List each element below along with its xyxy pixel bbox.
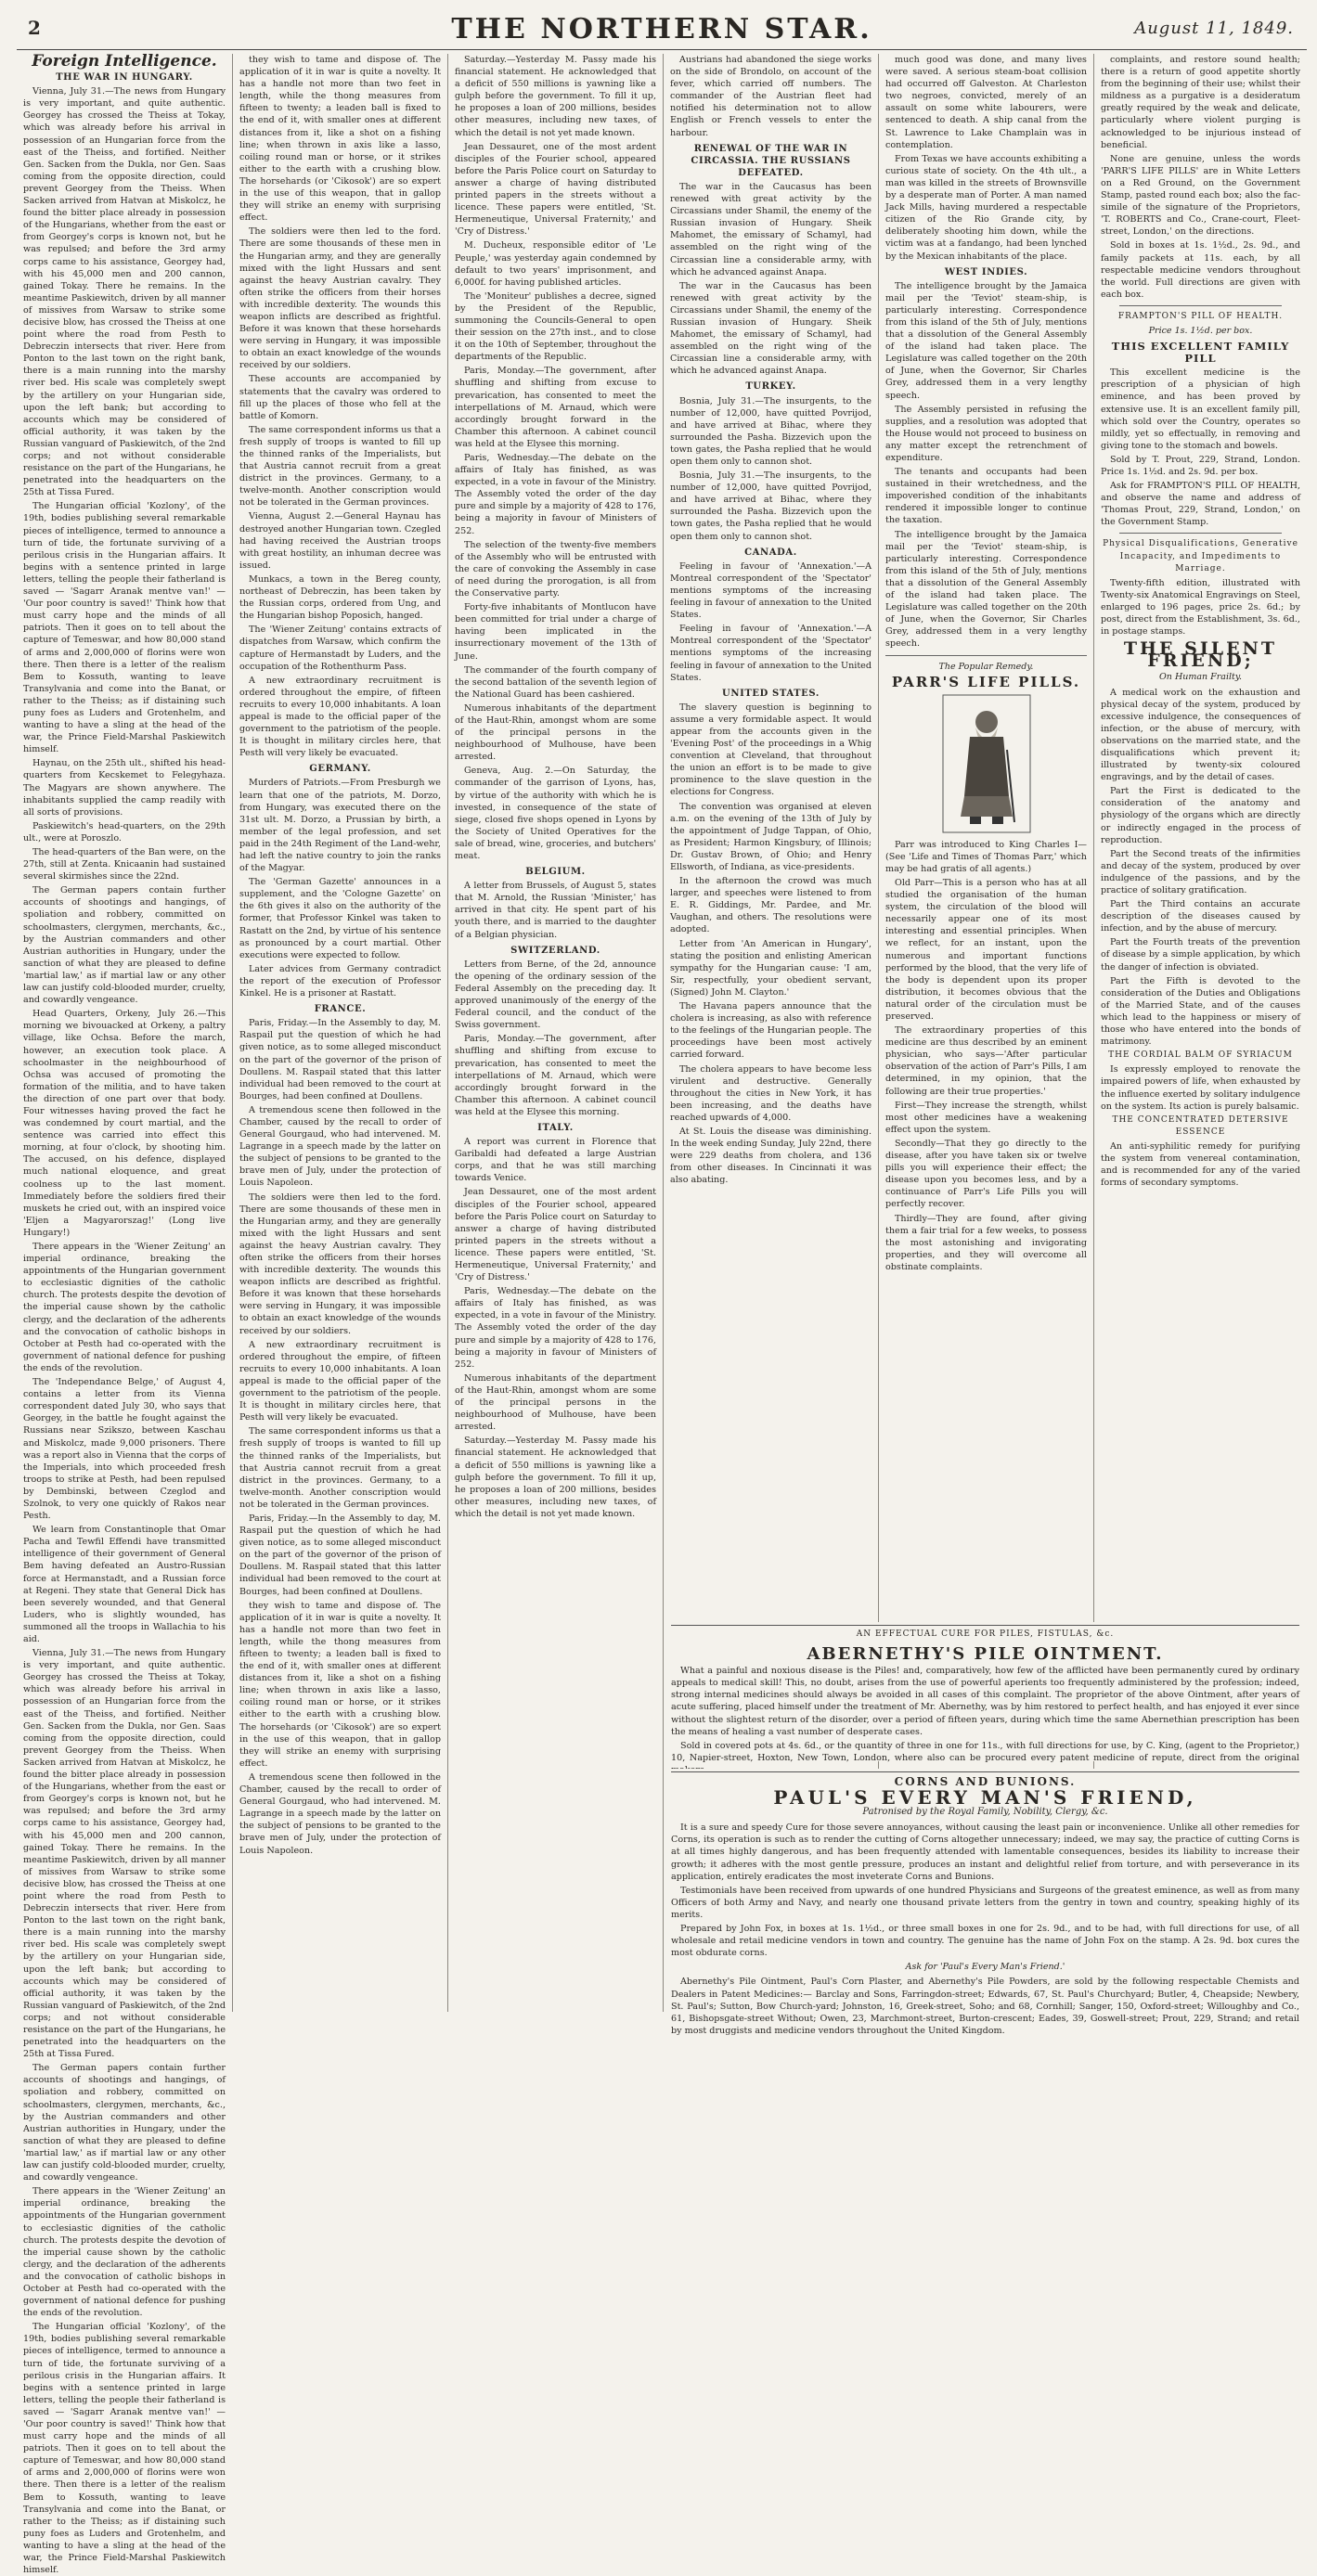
paragraph: Saturday.—Yesterday M. Passy made his financial statement. He acknowledged that a deficit of 550 millions is yawning like a gulph before the government. To fill it up, he proposes a loan of 200 millions, besides other measures, including new taxes, of which the detail is not yet made known. <box>455 55 656 138</box>
paragraph: Abernethy's Pile Ointment, Paul's Corn Plaster, and Abernethy's Pile Powders, are sold by the following respectable Chemists and Dealers in Patent Medicines:— Barclay and Sons, Farringdon-street; Edwards, 67, St. Paul's Churchyard; Butler, 4, Cheapside; Newbery, St. Paul's; Sutton, Bow Church-yard; Johnston, 16, Greek-street, Soho; and 68, Cornhill; Sanger, 150, Oxford-street; Willoughby and Co., 61, Bishopsgate-street Without; Owen, 23, Marchmont-street, Burton-crescent; Eades, 39, Goswell-street; Prout, 229, Strand; and retail by most druggists and medicine vendors throughout the United Kingdom. <box>671 1977 1299 2036</box>
advert-abernethy <box>663 1622 1307 1761</box>
column-1 <box>17 52 232 2576</box>
advert-heading-piles: AN EFFECTUAL CURE FOR PILES, FISTULAS, &c. <box>856 1629 1115 1639</box>
paragraph: First—They increase the strength, whilst most other medicines have a weakening effect upon the system. <box>885 1100 1087 1135</box>
paragraph: In the afternoon the crowd was much larger, and speeches were listened to from E. R. Giddings, Mr. Pardee, and Mr. Vaughan, and others. The resolutions were adopted. <box>670 876 872 935</box>
paragraph: Jean Dessauret, one of the most ardent disciples of the Fourier school, appeared before the Paris Police court on Saturday to answer a charge of having distributed printed papers in the streets without a licence. These papers were entitled, 'St. Hermeneutique, Universal Fraternity,' and 'Cry of Distress.' <box>455 141 656 238</box>
paragraph: Paris, Wednesday.—The debate on the affairs of Italy has finished, as was expected, in a vote in favour of the Ministry. The Assembly voted the order of the day pure and simple by a majority of 428 to 176, being a majority in favour of Ministers of 252. <box>455 453 656 536</box>
newspaper-page <box>17 9 1307 2576</box>
paragraph: Bosnia, July 31.—The insurgents, to the number of 12,000, have quitted Povrijod, and have arrived at Bihac, where they surrounded the Pasha. Bizzevich upon the town gates, the Pasha replied that he would open them only to cannon shot. <box>670 470 872 542</box>
paragraph: Paris, Friday.—In the Assembly to day, M. Raspail put the question of which he had given notice, as to some alleged misconduct on the part of the governor of the prison of Doullens. M. Raspail stated that this latter individual had been removed to the court at Bourges, had been confined at Doullens. <box>239 1018 441 1101</box>
divider <box>671 1625 1299 1626</box>
paragraph: Sold by T. Prout, 229, Strand, London. Price 1s. 1½d. and 2s. 9d. per box. <box>1101 454 1300 477</box>
paragraph: We learn from Constantinople that Omar Pacha and Tewfil Effendi have transmitted intelligence of their government of General Bem having defeated an Austro-Russian force at Hermanstadt, and a Russian force at Regeni. They state that General Dick has been severely wounded, and that General Luders, who is slightly wounded, has summoned all the troops in Wallachia to his aid. <box>23 1525 226 1644</box>
article-heading-italy: ITALY. <box>537 1122 574 1133</box>
paragraph: Numerous inhabitants of the department of the Haut-Rhin, amongst whom are some of the principal persons in the neighbourhood of Mulhouse, have been arrested. <box>455 1372 656 1433</box>
paragraph: Numerous inhabitants of the department of the Haut-Rhin, amongst whom are some of the principal persons in the neighbourhood of Mulhouse, have been arrested. <box>455 702 656 763</box>
paragraph: This excellent medicine is the prescription of a physician of high eminence, and has been proved by extensive use. It is an excellent family pill, which sold over the Country, operates so mildly, yet so effectually, in removing and giving tone to the stomach and bowels. <box>1101 367 1300 451</box>
paragraph: they wish to tame and dispose of. The application of it in war is quite a novelty. It has a handle not more than two feet in length, while the thong measures from fifteen to twenty; a leaden ball is fixed to the end of it, with smaller ones at different distances from it, like a shot on a fishing line; when thrown in axis like a lasso, coiling round man or horse, or it strikes either to the earth with a crushing blow. The horsehards (or 'Cikosok') are so expert in the use of this weapon, that in gallop they will strike an enemy with surprising effect. <box>239 1600 441 1769</box>
paragraph: Bosnia, July 31.—The insurgents, to the number of 12,000, have quitted Povrijod, and have arrived at Bihac, where they surrounded the Pasha. Bizzevich upon the town gates, the Pasha replied that he would open them only to cannon shot. <box>670 395 872 467</box>
advert-price: Price 1s. 1½d. per box. <box>1148 325 1253 336</box>
issue-date: August 11, 1849. <box>1134 19 1294 38</box>
article-heading-canada: CANADA. <box>744 547 797 558</box>
paragraph: A new extraordinary recruitment is ordered throughout the empire, of fifteen recruits to every 10,000 inhabitants. A loan appeal is made to the official paper of the government to the patriotism of the people. It is thought in military circles here, that Pesth will very likely be evacuated. <box>239 1339 441 1423</box>
paragraph: Forty-five inhabitants of Montlucon have been committed for trial under a charge of having been implicated in the insurrectionary movement of the 13th of June. <box>455 602 656 662</box>
paragraph: Thirdly—They are found, after giving them a fair trial for a few weeks, to possess the most astonishing and invigorating properties, and they will overcome all obstinate complaints. <box>885 1213 1087 1272</box>
paragraph: Saturday.—Yesterday M. Passy made his financial statement. He acknowledged that a deficit of 550 millions is yawning like a gulph before the government. To fill it up, he proposes a loan of 200 millions, besides other measures, including new taxes, of which the detail is not yet made known. <box>455 1436 656 1519</box>
paragraph: The 'Independance Belge,' of August 4, contains a letter from its Vienna correspondent dated July 30, who says that Georgey, in the battle he fought against the Russians near Szikszo, between Kaschau and Miskolcz, made 9,000 prisoners. There was a report also in Vienna that the corps of the Imperials, into which proceeded fresh troops to strike at Pesth, had been repulsed by Dembinski, between Czeglod and Szolnok, to very one quickly of Rakos near Pesth. <box>23 1377 226 1522</box>
paragraph: At St. Louis the disease was diminishing. In the week ending Sunday, July 22nd, there were 229 deaths from cholera, and 136 from other diseases. In Cincinnati it was also abating. <box>670 1126 872 1186</box>
paragraph: Haynau, on the 25th ult., shifted his head-quarters from Kecskemet to Felegyhaza. The Magyars are shown anywhere. The inhabitants supplied the camp readily with all sorts of provisions. <box>23 758 226 818</box>
article-heading-hungary: THE WAR IN HUNGARY. <box>56 72 193 84</box>
paragraph: Geneva, Aug. 2.—On Saturday, the commander of the garrison of Lyons, has, by virtue of the authority with which he is invested, in consequence of the state of siege, closed five shops opened in Lyons by the Society of United Operatives for the sale of bread, wine, groceries, and butchers' meat. <box>455 766 656 861</box>
paragraph: The German papers contain further accounts of shootings and hangings, of spoliation and robbery, committed on schoolmasters, clergymen, merchants, &c., by the Austrian commanders and other Austrian authorities in Hungary, under the sanction of what they are pleased to define 'martial law,' as if martial law or any other law can justify cold-blooded murder, cruelty, and cowardly vengeance. <box>23 2063 226 2183</box>
divider <box>885 655 1087 656</box>
paragraph: Paris, Wednesday.—The debate on the affairs of Italy has finished, as was expected, in a vote in favour of the Ministry. The Assembly voted the order of the day pure and simple by a majority of 428 to 176, being a majority in favour of Ministers of 252. <box>455 1286 656 1370</box>
paragraph: Part the Fourth treats of the prevention of disease by a simple application, by which the danger of infection is obviated. <box>1101 937 1300 972</box>
paragraph: The war in the Caucasus has been renewed with great activity by the Circassians under Shamil, the enemy of the Russian invasion of Hungary. Sheik Mahomet, the emissary of Schamyl, had assembled on the right wing of the Circassian line a considerable army, with which he advanced against Anapa. <box>670 181 872 277</box>
paragraph: A report was current in Florence that Garibaldi had defeated a large Austrian corps, and that he was still marching towards Venice. <box>455 1137 656 1184</box>
paragraph: Jean Dessauret, one of the most ardent disciples of the Fourier school, appeared before the Paris Police court on Saturday to answer a charge of having distributed printed papers in the streets without a licence. These papers were entitled, 'St. Hermeneutique, Universal Fraternity,' and 'Cry of Distress.' <box>455 1187 656 1283</box>
paragraph: Sold in covered pots at 4s. 6d., or the quantity of three in one for 11s., with full directions for use, by C. King, (agent to the Proprietor,) 10, Napier-street, Hoxton, New Town, London, where also can be procured every patent medicine of repute, direct from the original <box>671 1740 1299 1763</box>
paragraph: Letter from 'An American in Hungary', stating the position and enlisting American sympathy for the Hungarian cause: 'I am, Sir, respectfully, your obedient servant, (Signed) John M. Clayton.' <box>670 938 872 998</box>
article-heading-west-indies: WEST INDIES. <box>944 266 1028 277</box>
paragraph: Feeling in favour of 'Annexation.'—A Montreal correspondent of the 'Spectator' mentions symptoms of the increasing feeling in favour of annexation to the United States. <box>670 624 872 683</box>
advert-paul-corns <box>663 1769 1307 2036</box>
advert-title-family-pill: THIS EXCELLENT FAMILY PILL <box>1111 340 1290 366</box>
paragraph: The selection of the twenty-five members of the Assembly who will be entrusted with the care of convoking the Assembly in case of need during the prorogation, is all from the Conservative party. <box>455 539 656 599</box>
paragraph: Part the Second treats of the infirmities and decay of the system, produced by over indulgence of the passions, and by the practice of solitary gratification. <box>1101 848 1300 895</box>
paragraph: The 'German Gazette' announces in a supplement, and the 'Cologne Gazette' on the 6th gives it also on the authority of the former, that Professor Kinkel was taken to Rastatt on the 2nd, by virtue of his sentence as pronounced by a court martial. Other executions were expected to follow. <box>239 877 441 960</box>
paragraph: much good was done, and many lives were saved. A serious steam-boat collision had occurred off Galveston. At Charleston two negroes, convicted, merely of an assault on some white labourers, were sentenced to death. A ship canal from the St. Lawrence to Lake Champlain was in contemplation. <box>885 55 1087 150</box>
advert-subtitle: On Human Frailty. <box>1159 672 1242 683</box>
paragraph: The same correspondent informs us that a fresh supply of troops is wanted to fill up the thinned ranks of the Imperialists, but that Austria cannot recruit from a great district in the provinces. Germany, to a twelve-month. Another conscription would not be tolerated in the German provinces. <box>239 424 441 509</box>
caption: Parr was introduced to King Charles I—(See 'Life and Times of Thomas Parr,' which may be had gratis of all agents.) <box>885 839 1087 874</box>
paragraph: The intelligence brought by the Jamaica mail per the 'Teviot' steam-ship, is particularly interesting. Correspondence from this island of the 5th of July, mentions that a dissolution of the General Assembly of the island had taken place. The Legislature was called together on the 20th of June, when the Governor, Sir Charles Grey, addressed them in a very lengthy speech. <box>885 280 1087 401</box>
paragraph: Later advices from Germany contradict the report of the execution of Professor Kinkel. He is a prisoner at Rastatt. <box>239 963 441 999</box>
advert-heading-frampton: FRAMPTON'S PILL OF HEALTH. <box>1117 311 1284 321</box>
article-heading-germany: GERMANY. <box>309 764 371 775</box>
paragraph: A tremendous scene then followed in the Chamber, caused by the recall to order of General Gourgaud, who had intervened. M. Lagrange in a speech made by the latter on the subject of pensions to be granted to the brave men of July, under the protection of Louis Napoleon. <box>239 1104 441 1189</box>
paragraph: None are genuine, unless the words 'PARR'S LIFE PILLS' are in White Letters on a Red Ground, on the Government Stamp, pasted round each box; also the fac-simile of the signature of the Proprietors, 'T. ROBERTS and Co., Crane-court, Fleet-street, London,' on the directions. <box>1101 153 1300 238</box>
paragraph: The intelligence brought by the Jamaica mail per the 'Teviot' steam-ship, is particularly interesting. Correspondence from this island of the 5th of July, mentions that a dissolution of the General Assembly of the island had taken place. The Legislature was called together on the 20th of June, when the Governor, Sir Charles Grey, addressed them in a very lengthy speech. <box>885 529 1087 650</box>
advert-patronage: Patronised by the Royal Family, Nobility, Clergy, &c. <box>862 1807 1108 1818</box>
advert-title-parr: PARR'S LIFE PILLS. <box>891 673 1081 690</box>
paragraph: There appears in the 'Wiener Zeitung' an imperial ordinance, breaking the appointments of the Hungarian government to ecclesiastic dignities of the catholic church. The protests despite the devotion of the imperial cause shown by the catholic clergy, and the declaration of the adherents and the convocation of catholic bishops in October at Pesth had co-operated with the government of national defence for pushing the ends of the revolution. <box>23 1242 226 1373</box>
advert-ask-for: Ask for 'Paul's Every Man's Friend.' <box>905 1962 1065 1973</box>
paragraph: Vienna, August 2.—General Haynau has destroyed another Hungarian town. Czegled had having received the Austrian troops with great hostility, an inhuman decree was issued. <box>239 511 441 571</box>
paragraph: It is a sure and speedy Cure for those severe annoyances, without causing the least pain or inconvenience. Unlike all other remedies for Corns, its operation is such as to render the cutting of Corns altogether unnecessary; indeed, we may say, the practice of cutting Corns is at all times highly dangerous, and has been frequently attended with lamentable consequences, besides its liability to increase their growth; it adheres with the most gentle pressure, produces an instant and delightful relief from torture, and with perseverance in its application, entirely eradicates the most inveterate Corns and Bunions. <box>671 1823 1299 1882</box>
column-2 <box>232 54 447 2012</box>
paragraph: The war in the Caucasus has been renewed with great activity by the Circassians under Shamil, the enemy of the Russian invasion of Hungary. Sheik Mahomet, the emissary of Schamyl, had assembled on the right wing of the Circassian line a considerable army, with which he advanced against Anapa. <box>670 280 872 377</box>
paragraph: The slavery question is beginning to assume a very formidable aspect. It would appear from the accounts given in the 'Evening Post' of the proceedings in a Whig convention at Cleveland, that throughout the union an effort is to be made to give prominence to the slave question in the elections for Congress. <box>670 702 872 798</box>
paragraph: What a painful and noxious disease is the Piles! and, comparatively, how few of the afflicted have been permanently cured by ordinary appeals to medical skill! This, no doubt, arises from the use of powerful aperients too frequently administered by the profession; indeed, strong internal medicines should always be avoided in all cases of this complaint. The proprietor of the above Ointment, after years of acute suffering, placed himself under the treatment of Mr. Abernethy, was by him restored to perfect health, and has enjoyed it ever since without the slightest return of the disorder, over a period of fifteen years, during which time the same Abernethian prescription has been the means of healing a vast number of desperate cases. <box>671 1666 1299 1737</box>
paragraph: The Hungarian official 'Kozlony', of the 19th, bodies publishing several remarkable pieces of intelligence, termed to announce a turn of tide, the fortunate surviving of a perilous crisis in the Hungarian affairs. It begins with a sentence printed in large letters, telling the people their fatherland is saved — 'Sagarr Aranak mentve van!' — 'Our poor country is saved!' Think how that must carry hope and the minds of all patriots. Then it goes on to tell about the capture of Temeswar, and how 80,000 stand of arms and 2,000,000 of florins were won there. Then there is a letter of the realism Bem to Kossuth, wanting to leave Transylvania and come into the Banat, or rather to the Theiss; as if distaining such puny foes as Luders and Grotenhelm, and wanting to have a sling at the head of the war, the Prince Field-Marshal Paskiewitch himself. <box>23 2322 226 2576</box>
divider <box>671 1771 1299 1772</box>
paragraph: Paris, Monday.—The government, after shuffling and shifting from excuse to prevarication, has consented to meet the interpellations of M. Arnaud, which were accordingly brought forward in the Chamber this afternoon. A cabinet council was held at the Elysee this morning. <box>455 1034 656 1117</box>
paragraph: Sold in boxes at 1s. 1½d., 2s. 9d., and family packets at 11s. each, by all respectable medicine vendors throughout the world. Full directions are given with each box. <box>1101 240 1300 300</box>
paragraph: An anti-syphilitic remedy for purifying the system from venereal contamination, and is recommended for any of the varied forms of secondary symptoms. <box>1101 1140 1300 1189</box>
paragraph: The head-quarters of the Ban were, on the 27th, still at Zenta. Knicaanin had sustained several skirmishes since the 22nd. <box>23 847 226 882</box>
paragraph: Letters from Berne, of the 2d, announce the opening of the ordinary session of the Federal Assembly on the preceding day. It approved unanimously of the energy of the Federal council, and the conduct of the Swiss government. <box>455 959 656 1031</box>
paragraph: Austrians had abandoned the siege works on the side of Brondolo, on account of the fever, which carried off numbers. The commander of the Austrian fleet had notified his determination not to allow English or French vessels to enter the harbour. <box>670 55 872 138</box>
article-heading-switzerland: SWITZERLAND. <box>510 945 600 956</box>
article-heading-united-states: UNITED STATES. <box>722 688 820 699</box>
masthead <box>17 9 1307 50</box>
paragraph: complaints, and restore sound health; there is a return of good appetite shortly from the beginning of their use; whilst their mildness as a purgative is a desideratum greatly required by the weak and delicate, particularly where violent purging is acknowledged to be injurious instead of beneficial. <box>1101 55 1300 150</box>
advert-heading-disqualifications: Physical Disqualifications, Generative Incapacity, and Impediments to Marriage. <box>1103 539 1298 573</box>
paragraph: Paskiewitch's head-quarters, on the 29th ult., were at Poroszlo. <box>23 820 226 844</box>
paragraph: Munkacs, a town in the Bereg county, northeast of Debreczin, has been taken by the Russian corps, ordered from Ung, and the Hungarian bishop Poposich, hanged. <box>239 573 441 622</box>
paragraph: The 'Moniteur' publishes a decree, signed by the President of the Republic, summoning the Councils-General to open their session on the 27th inst., and to close it on the 10th of September, throughout the departments of the Republic. <box>455 290 656 363</box>
section-heading-foreign: Foreign Intelligence. <box>32 52 217 71</box>
paragraph: Head Quarters, Orkeny, July 26.—This morning we bivouacked at Orkeny, a paltry village, like Ochsa. Before the march, however, an execution took place. A schoolmaster in the neighbourhood of Ochsa was accused of promoting the formation of the militia, and to have taken the direction of one part over that body. Four witnesses having proved the fact he was condemned by court martial, and the sentence was carried into effect this morning, at four o'clock, by shooting him. The accused, on his defence, displayed much national eloquence, and great coolness up to the last moment. Immediately before the soldiers fired their muskets he cried out, with an inspired voice 'Eljen a Magyarorszag!' (Long live Hungary!) <box>23 1009 226 1238</box>
divider <box>1119 533 1282 534</box>
paragraph: Ask for FRAMPTON'S PILL OF HEALTH, and observe the name and address of 'Thomas Prout, 229, Strand, London,' on the Government Stamp. <box>1101 481 1300 528</box>
article-columns <box>17 52 1307 2576</box>
old-parr-figure-icon <box>942 694 1031 833</box>
advert-title-abernethy: ABERNETHY'S PILE OINTMENT. <box>807 1644 1164 1665</box>
paragraph: they wish to tame and dispose of. The application of it in war is quite a novelty. It has a handle not more than two feet in length, while the thong measures from fifteen to twenty; a leaden ball is fixed to the end of it, with smaller ones at different distances from it, like a shot on a fishing line; when thrown in axis like a lasso, coiling round man or horse, or it strikes either to the earth with a crushing blow. The horsehards (or 'Cikosok') are so expert in the use of this weapon, that in gallop they will strike an enemy with surprising effect. <box>239 55 441 224</box>
paragraph: A letter from Brussels, of August 5, states that M. Arnold, the Russian 'Minister,' has arrived in that city. He spent part of his youth there, and is married to the daughter of a Belgian physician. <box>455 881 656 940</box>
paragraph: The extraordinary properties of this medicine are thus described by an eminent physician, who says—'After particular observation of the action of Parr's Pills, I am determined, in my opinion, that the following are their true properties.' <box>885 1025 1087 1097</box>
paragraph: From Texas we have accounts exhibiting a curious state of society. On the 4th ult., a man was killed in the streets of Brownsville by a desperate man of Porter. A man named Jack Mills, having murdered a respectable citizen of the Rio Grande city, by deliberately shooting him down, while the victim was at a fandango, had been lynched by the Mexican inhabitants of the place. <box>885 153 1087 262</box>
paragraph: Testimonials have been received from upwards of one hundred Physicians and Surgeons of the greatest eminence, as well as from many Officers of both Army and Navy, and nearly one thousand private letters from the gentry in town and country, speaking highly of its merits. <box>671 1885 1299 1920</box>
paragraph: Vienna, July 31.—The news from Hungary is very important, and quite authentic. Georgey has crossed the Theiss at Tokay, which was already before his arrival in possession of an Hungarian force from the east of the Theiss, and fortified. Neither Gen. Sacken from the Dukla, nor Gen. Saas coming from the opposite direction, could prevent Georgey from the Theiss. When Sacken arrived from Hatvan at Miskolcz, he found the bitter place already in possession of the Hungarians, whether from the east or from Georgey's corps is known not, but he was repulsed; and before the 3rd army corps came to his assistance, Georgey had, with his 45,000 men and 200 cannon, gained Tokay. There he remains. In the meantime Paskiewitch, driven by all manner of missives from Warsaw to strike some decisive blow, has crossed the Theiss at one point where the road from Pesth to Debreczin intersects that river. Here from Ponton to the last town on the right bank, there is a main running into the marshy river bed. His scale was completely swept by the artillery on your Hungarian side, upon the left bank; but according to accounts which may be considered of official authority, it was taken by the Russian vanguard of Paskiewitch, of the 2nd corps; and not without considerable resistance on the part of the Hungarians, he penetrated into the headquarters on the 25th at Tissa Fured. <box>23 1648 226 2060</box>
paragraph: The cholera appears to have become less virulent and destructive. Generally throughout the cities in New York, it has been increasing, and the deaths have reached upwards of 4,000. <box>670 1063 872 1123</box>
paragraph: The same correspondent informs us that a fresh supply of troops is wanted to fill up the thinned ranks of the Imperialists, but that Austria cannot recruit from a great district in the provinces. Germany, to a twelve-month. Another conscription would not be tolerated in the German provinces. <box>239 1426 441 1510</box>
paragraph: Vienna, July 31.—The news from Hungary is very important, and quite authentic. Georgey has crossed the Theiss at Tokay, which was already before his arrival in possession of an Hungarian force from the east of the Theiss, and fortified. Neither Gen. Sacken from the Dukla, nor Gen. Saas coming from the opposite direction, could prevent Georgey from the Theiss. When Sacken arrived from Hatvan at Miskolcz, he found the bitter place already in possession of the Hungarians, whether from the east or from Georgey's corps is known not, but he was repulsed; and before the 3rd army corps came to his assistance, Georgey had, with his 45,000 men and 200 cannon, gained Tokay. There he remains. In the meantime Paskiewitch, driven by all manner of missives from Warsaw to strike some decisive blow, has crossed the Theiss at one point where the road from Pesth to Debreczin intersects that river. Here from Ponton to the last town on the right bank, there is a main running into the marshy river bed. His scale was completely swept by the artillery on your Hungarian side, upon the left bank; but according to accounts which may be considered of official authority, it was taken by the Russian vanguard of Paskiewitch, of the 2nd corps; and not without considerable resistance on the part of the Hungarians, he penetrated into the headquarters on the 25th at Tissa Fured. <box>23 86 226 498</box>
paragraph: These accounts are accompanied by statements that the cavalry was ordered to fill up the places of those who fell at the battle of Komorn. <box>239 374 441 421</box>
paragraph: Murders of Patriots.—From Presburgh we learn that one of the patriots, M. Dorzo, from Hungary, was executed there on the 31st ult. M. Dorzo, a Prussian by birth, a member of the legal profession, and set paid in the 24th Regiment of the Land-wehr, had left the native country to join the ranks of the Magyar. <box>239 778 441 874</box>
paragraph: The German papers contain further accounts of shootings and hangings, of spoliation and robbery, committed on schoolmasters, clergymen, merchants, &c., by the Austrian commanders and other Austrian authorities in Hungary, under the sanction of what they are pleased to define 'martial law,' as if martial law or any other law can justify cold-blooded murder, cruelty, and cowardly vengeance. <box>23 885 226 1006</box>
paragraph: M. Ducheux, responsible editor of 'Le Peuple,' was yesterday again condemned by default to two years' imprisonment, and 6,000f. for having published articles. <box>455 240 656 288</box>
page-number: 2 <box>28 17 41 39</box>
paragraph: Paris, Friday.—In the Assembly to day, M. Raspail put the question of which he had given notice, as to some alleged misconduct on the part of the governor of the prison of Doullens. M. Raspail stated that this latter individual had been removed to the court at Bourges, had been confined at Doullens. <box>239 1513 441 1597</box>
paragraph: The commander of the fourth company of the second battalion of the seventh legion of the National Guard has been cashiered. <box>455 664 656 700</box>
paragraph: The Havana papers announce that the cholera is increasing, as also with reference to the feelings of the Hungarian people. The proceedings have been most actively carried forward. <box>670 1001 872 1061</box>
paragraph: The tenants and occupants had been sustained in their wretchedness, and the impoverished condition of the inhabitants rendered it impossible longer to continue the taxation. <box>885 467 1087 526</box>
advert-title-silent-friend: THE SILENT FRIEND; <box>1123 638 1278 672</box>
old-parr-portrait <box>942 694 1031 833</box>
paragraph: There appears in the 'Wiener Zeitung' an imperial ordinance, breaking the appointments of the Hungarian government to ecclesiastic dignities of the catholic church. The protests despite the devotion of the imperial cause shown by the catholic clergy, and the declaration of the adherents and the convocation of catholic bishops in October at Pesth had co-operated with the government of national defence for pushing the ends of the revolution. <box>23 2186 226 2319</box>
advert-tagline: The Popular Remedy. <box>938 661 1034 672</box>
advert-heading-cordial-balm: THE CORDIAL BALM OF SYRIACUM <box>1108 1050 1293 1061</box>
newspaper-title: THE NORTHERN STAR. <box>451 13 872 45</box>
paragraph: A tremendous scene then followed in the Chamber, caused by the recall to order of General Gourgaud, who had intervened. M. Lagrange in a speech made by the latter on the subject of pensions to be granted to the brave men of July, under the protection of Louis Napoleon. <box>239 1771 441 1856</box>
paragraph: Part the First is dedicated to the consideration of the anatomy and physiology of the organs which are directly or indirectly engaged in the process of reproduction. <box>1101 786 1300 845</box>
paragraph: Twenty-fifth edition, illustrated with Twenty-six Anatomical Engravings on Steel, enlarged to 196 pages, price 2s. 6d.; by post, direct from the Establishment, 3s. 6d., in postage stamps. <box>1101 577 1300 638</box>
paragraph: The Assembly persisted in refusing the supplies, and a resolution was adopted that the House would not proceed to business on any matter except the retrenchment of expenditure. <box>885 404 1087 463</box>
paragraph: The 'Wiener Zeitung' contains extracts of dispatches from Warsaw, which confirm the capture of Hermanstadt by Luders, and the occupation of the Rothenthurm Pass. <box>239 625 441 672</box>
column-3 <box>447 54 663 2012</box>
article-heading-turkey: TURKEY. <box>745 381 796 393</box>
paragraph: Paris, Monday.—The government, after shuffling and shifting from excuse to prevarication, has consented to meet the interpellations of M. Arnaud, which were accordingly brought forward in the Chamber this afternoon. A cabinet council was held at the Elysee this morning. <box>455 366 656 449</box>
advert-title-paul: PAUL'S EVERY MAN'S FRIEND, <box>773 1786 1197 1810</box>
paragraph: Old Parr—This is a person who has at all studied the organisation of the human system, the circulation of the blood will necessarily appear one of its most interesting and essential principles. When we reflect, for an instant, upon the numerous and important functions performed by the blood, that the very life of the body is dependent upon its proper distribution, it becomes obvious that the natural order of the circulation must be preserved. <box>885 877 1087 1022</box>
paragraph: Prepared by John Fox, in boxes at 1s. 1½d., or three small boxes in one for 2s. 9d., and to be had, with full directions for use, of all wholesale and retail medicine vendors in town and country. The genuine has the name of John Fox on the stamp. A 2s. 9d. box cures the most obdurate corns. <box>671 1924 1299 1959</box>
paragraph: Is expressly employed to renovate the impaired powers of life, when exhausted by the influence exerted by solitary indulgence on the system. Its action is purely balsamic. <box>1101 1064 1300 1112</box>
divider <box>1119 305 1282 306</box>
paragraph: Secondly—That they go directly to the disease, after you have taken six or twelve pills you will experience their effect; the disease upon you becomes less, and by a continuance of Parr's Life Pills you will perfectly recover. <box>885 1138 1087 1210</box>
article-heading-france: FRANCE. <box>314 1004 367 1015</box>
paragraph: The Hungarian official 'Kozlony', of the 19th, bodies publishing several remarkable pieces of intelligence, termed to announce a turn of tide, the fortunate surviving of a perilous crisis in the Hungarian affairs. It begins with a sentence printed in large letters, telling the people their fatherland is saved — 'Sagarr Aranak mentve van!' — 'Our poor country is saved!' Think how that must carry hope and the minds of all patriots. Then it goes on to tell about the capture of Temeswar, and how 80,000 stand of arms and 2,000,000 of florins were won there. Then there is a letter of the realism Bem to Kossuth, wanting to leave Transylvania and come into the Banat, or rather to the Theiss; as if distaining such puny foes as Luders and Grotenhelm, and wanting to have a sling at the head of the war, the Prince Field-Marshal Paskiewitch himself. <box>23 501 226 755</box>
article-heading-belgium: BELGIUM. <box>525 867 586 878</box>
advert-heading-corns: CORNS AND BUNIONS. <box>894 1775 1077 1788</box>
paragraph: A medical work on the exhaustion and physical decay of the system, produced by excessive indulgence, the consequences of infection, or the abuse of mercury, with observations on the married state, and the disqualifications which prevent it; illustrated by twenty-six coloured engravings, and by the detail of cases. <box>1101 687 1300 783</box>
paragraph: Feeling in favour of 'Annexation.'—A Montreal correspondent of the 'Spectator' mentions symptoms of the increasing feeling in favour of annexation to the United States. <box>670 560 872 621</box>
paragraph: The soldiers were then led to the ford. There are some thousands of these men in the Hungarian army, and they are generally mixed with the light Hussars and sent against the heavy Austrian cavalry. They often strike the officers from their horses with incredible dexterity. The wounds this weapon inflicts are described as frightful. Before it was known that these horsehards were serving in Hungary, it was impossible to obtain an exact knowledge of the wounds received by our soldiers. <box>239 226 441 371</box>
paragraph: A new extraordinary recruitment is ordered throughout the empire, of fifteen recruits to every 10,000 inhabitants. A loan appeal is made to the official paper of the government to the patriotism of the people. It is thought in military circles here, that Pesth will very likely be evacuated. <box>239 675 441 759</box>
advert-heading-detersive-essence: THE CONCENTRATED DETERSIVE ESSENCE <box>1112 1114 1289 1137</box>
paragraph: The soldiers were then led to the ford. There are some thousands of these men in the Hungarian army, and they are generally mixed with the light Hussars and sent against the heavy Austrian cavalry. They often strike the officers from their horses with incredible dexterity. The wounds this weapon inflicts are described as frightful. Before it was known that these horsehards were serving in Hungary, it was impossible to obtain an exact knowledge of the wounds received by our soldiers. <box>239 1191 441 1336</box>
paragraph: The convention was organised at eleven a.m. on the evening of the 13th of July by the appointment of Judge Tappan, of Ohio, as President; Harmon Kingsbury, of Illinois; Dr. Gustav Brown, of Ohio; and Henry Ellsworth, of Indiana, as vice-presidents. <box>670 801 872 872</box>
paragraph: Part the Third contains an accurate description of the diseases caused by infection, and by the abuse of mercury. <box>1101 899 1300 934</box>
paragraph: Part the Fifth is devoted to the consideration of the Duties and Obligations of the Married State, and of the causes which lead to the happiness or misery of those who have entered into the bonds of matrimony. <box>1101 975 1300 1048</box>
article-heading-circassia: RENEWAL OF THE WAR IN CIRCASSIA. THE RUSSIANS DEFEATED. <box>691 143 851 178</box>
